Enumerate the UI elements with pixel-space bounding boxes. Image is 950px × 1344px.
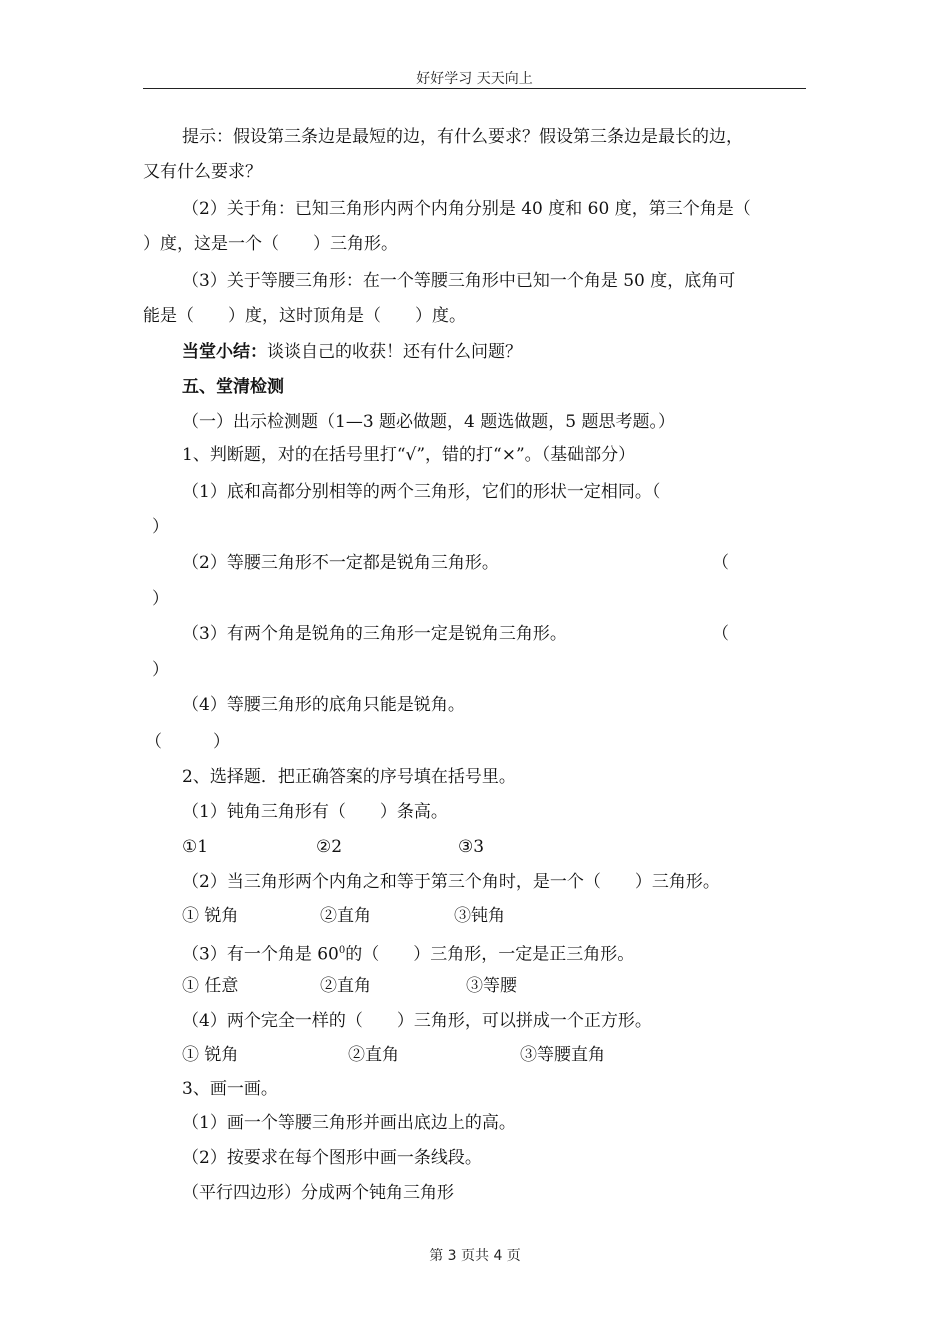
summary-text: 谈谈自己的收获！还有什么问题？ — [267, 342, 522, 362]
q2-1-option-3: ③3 — [458, 837, 485, 857]
q3-2-text: （2）按要求在每个图形中画一条线段。 — [182, 1148, 482, 1168]
isosceles-question-line-1: （3）关于等腰三角形：在一个等腰三角形中已知一个角是 50 度，底角可 — [182, 271, 736, 291]
q2-3-degree-sup: 0 — [338, 945, 346, 956]
q2-3-option-3: ③等腰 — [466, 976, 517, 996]
q2-1-option-1: ①1 — [182, 837, 209, 857]
q2-2-text: （2）当三角形两个内角之和等于第三个角时，是一个（ ）三角形。 — [182, 872, 720, 892]
q2-4-text: （4）两个完全一样的（ ）三角形，可以拼成一个正方形。 — [182, 1011, 652, 1031]
q2-3-option-1: ① 任意 — [182, 976, 239, 996]
class-summary — [182, 341, 522, 363]
q3-title: 3、画一画。 — [182, 1079, 278, 1099]
q1-3-open-paren: （ — [712, 624, 729, 644]
q2-3-prefix: （3）有一个角是 60 — [182, 944, 339, 965]
q1-1-text: （1）底和高都分别相等的两个三角形，它们的形状一定相同。（ — [182, 482, 661, 502]
q2-title: 2、选择题．把正确答案的序号填在括号里。 — [182, 767, 516, 787]
header-divider — [143, 88, 806, 89]
q2-2-option-3: ③钝角 — [454, 906, 505, 926]
q2-2-option-1: ① 锐角 — [182, 906, 239, 926]
q2-3-suffix: 的（ ）三角形，一定是正三角形。 — [345, 944, 635, 965]
q1-1-close-paren: ） — [152, 517, 169, 537]
q1-3-close-paren: ） — [152, 660, 169, 680]
q1-4-paren: （ ） — [145, 732, 230, 752]
q1-2-text: （2）等腰三角形不一定都是锐角三角形。 — [182, 553, 499, 573]
q1-2-open-paren: （ — [712, 553, 729, 573]
q1-4-text: （4）等腰三角形的底角只能是锐角。 — [182, 695, 465, 715]
isosceles-question-line-2: 能是（ ）度，这时顶角是（ ）度。 — [143, 306, 466, 326]
q1-title: 1、判断题，对的在括号里打“√”，错的打“×”。（基础部分） — [182, 445, 636, 465]
q1-2-close-paren: ） — [152, 589, 169, 609]
hint-line-1: 提示：假设第三条边是最短的边，有什么要求？假设第三条边是最长的边， — [182, 127, 743, 147]
q3-1-text: （1）画一个等腰三角形并画出底边上的高。 — [182, 1113, 516, 1133]
page-header: 好好学习 天天向上 — [416, 71, 533, 87]
q3-3-text: （平行四边形）分成两个钝角三角形 — [182, 1183, 454, 1203]
q2-1-text: （1）钝角三角形有（ ）条高。 — [182, 802, 448, 822]
q2-3-option-2: ②直角 — [320, 976, 371, 996]
summary-label: 当堂小结： — [182, 342, 267, 362]
q2-2-option-2: ②直角 — [320, 906, 371, 926]
page-footer: 第 3 页共 4 页 — [429, 1248, 521, 1264]
angle-question-line-1: （2）关于角：已知三角形内两个内角分别是 40 度和 60 度，第三个角是（ — [182, 199, 751, 219]
q2-4-option-2: ②直角 — [348, 1045, 399, 1065]
hint-line-2: 又有什么要求？ — [143, 162, 262, 182]
q1-3-text: （3）有两个角是锐角的三角形一定是锐角三角形。 — [182, 624, 567, 644]
test-instruction: （一）出示检测题（1—3 题必做题，4 题选做题，5 题思考题。） — [182, 412, 675, 432]
q2-3-text — [182, 940, 634, 966]
angle-question-line-2: ）度，这是一个（ ）三角形。 — [143, 234, 398, 254]
section-5-title: 五、堂清检测 — [182, 377, 284, 397]
q2-1-option-2: ②2 — [316, 837, 343, 857]
q2-4-option-1: ① 锐角 — [182, 1045, 239, 1065]
q2-4-option-3: ③等腰直角 — [520, 1045, 605, 1065]
